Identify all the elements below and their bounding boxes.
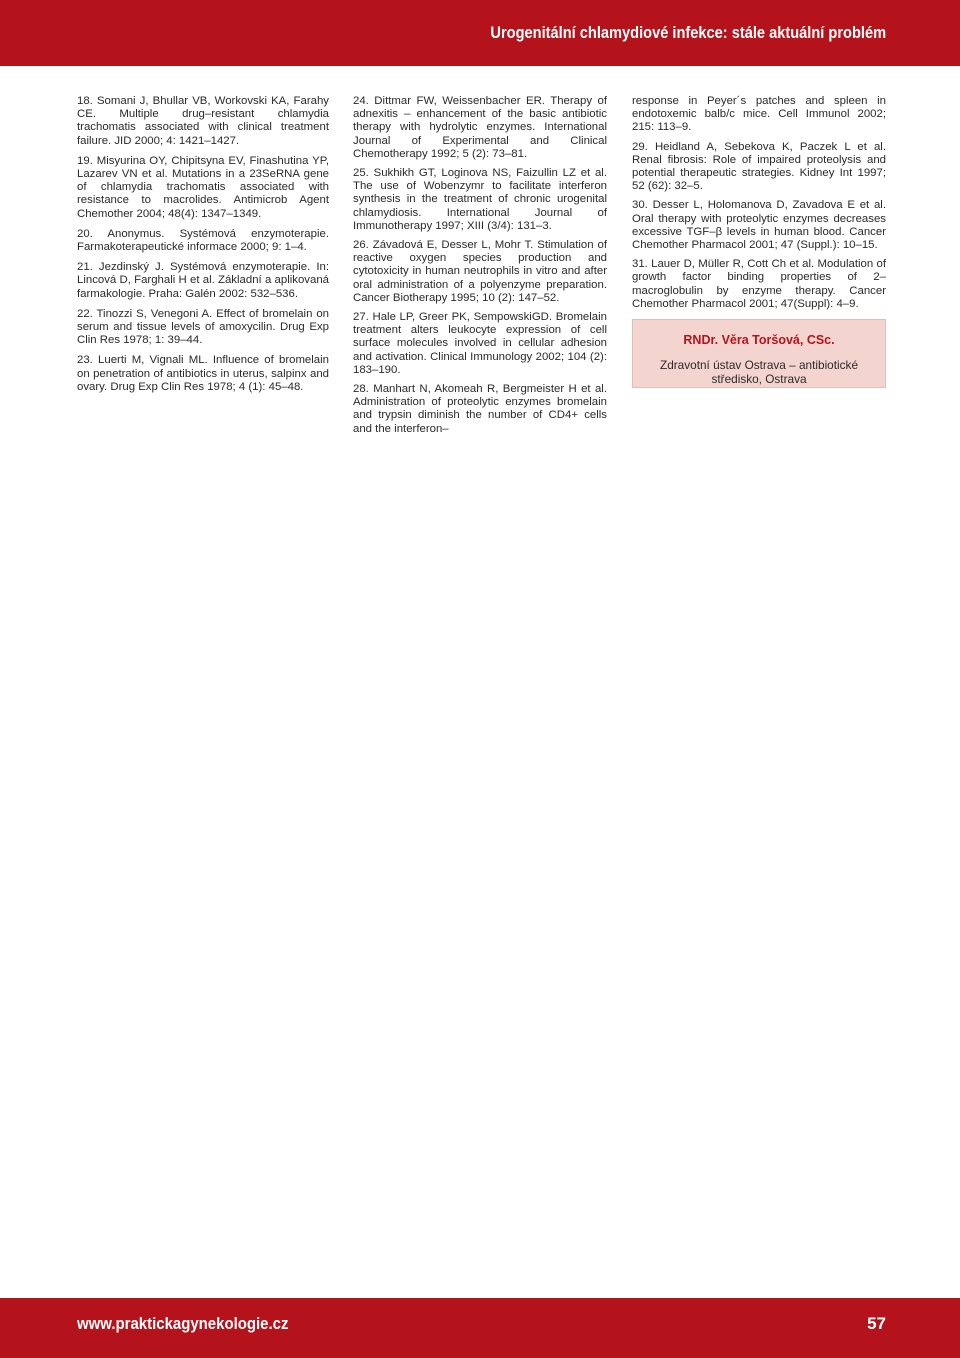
reference-23: 23. Luerti M, Vignali ML. Influence of bromelain on penetration of antibiotics in uterus, salpinx and ovary. Drug Exp Clin Res 1978; 4 (1): 45–48. bbox=[77, 354, 329, 393]
website-link[interactable]: www.praktickagynekologie.cz bbox=[77, 1314, 289, 1333]
reference-19: 19. Misyurina OY, Chipitsyna EV, Finashutina YP, Lazarev VN et al. Mutations in a 23SeRNA gene of chlamydia trachomatis associated with resistance to macrolides. Antimicrob Agent Chemother 2004; 48(4): 1347–1349. bbox=[77, 154, 329, 220]
reference-30: 30. Desser L, Holomanova D, Zavadova E et al. Oral therapy with proteolytic enzymes decreases excessive TGF–β levels in human blood. Cancer Chemother Pharmacol 2001; 47 (Suppl.): 10–15. bbox=[632, 199, 886, 252]
reference-24: 24. Dittmar FW, Weissenbacher ER. Therapy of adnexitis – enhancement of the basic antibiotic therapy with hydrolytic enzymes. International Journal of Experimental and Clinical Chemotherapy 1992; 5 (2): 73–81. bbox=[353, 95, 607, 160]
running-title: Urogenitální chlamydiové infekce: stále aktuální problém bbox=[490, 23, 886, 42]
reference-27: 27. Hale LP, Greer PK, SempowskiGD. Bromelain treatment alters leukocyte expression of cell surface molecules involved in cellular adhesion and activation. Clinical Immunology 2002; 104 (2): 183–190. bbox=[353, 311, 607, 376]
reference-28: 28. Manhart N, Akomeah R, Bergmeister H et al. Administration of proteolytic enzymes bromelain and trypsin diminish the number of CD4+ cells and the interferon– bbox=[353, 383, 607, 435]
reference-28-continued: response in Peyer´s patches and spleen in endotoxemic balb/c mice. Cell Immunol 2002; 215: 113–9. bbox=[632, 95, 886, 134]
reference-18: 18. Somani J, Bhullar VB, Workovski KA, Farahy CE. Multiple drug–resistant chlamydia trachomatis associated with clinical treatment failure. JID 2000; 4: 1421–1427. bbox=[77, 95, 329, 147]
reference-26: 26. Závadová E, Desser L, Mohr T. Stimulation of reactive oxygen species production and cytotoxicity in human neutrophils in vitro and after oral administration of a polyenzyme preparation. Cancer Biotherapy 1995; 10 (2): 147–52. bbox=[353, 239, 607, 304]
reference-29: 29. Heidland A, Sebekova K, Paczek L et al. Renal fibrosis: Role of impaired proteolysis and potential therapeutic strategies. Kidney Int 1997; 52 (62): 32–5. bbox=[632, 140, 886, 193]
reference-31: 31. Lauer D, Müller R, Cott Ch et al. Modulation of growth factor binding properties of 2–macroglobulin by enzyme therapy. Cancer Chemother Pharmacol 2001; 47(Suppl): 4–9. bbox=[632, 258, 886, 310]
footer-bar bbox=[0, 1298, 960, 1358]
header-bar bbox=[0, 0, 960, 66]
reference-20: 20. Anonymus. Systémová enzymoterapie. Farmakoterapeutické informace 2000; 9: 1–4. bbox=[77, 227, 329, 254]
reference-22: 22. Tinozzi S, Venegoni A. Effect of bromelain on serum and tissue levels of amoxycilin. Drug Exp Clin Res 1978; 1: 39–44. bbox=[77, 307, 329, 347]
reference-21: 21. Jezdinský J. Systémová enzymoterapie. In: Lincová D, Farghali H et al. Základní a aplikovaná farmakologie. Praha: Galén 2002: 532–536. bbox=[77, 261, 329, 300]
author-affiliation: Zdravotní ústav Ostrava – antibiotické středisko, Ostrava bbox=[659, 358, 859, 387]
page-number: 57 bbox=[867, 1314, 886, 1333]
author-box bbox=[632, 319, 886, 388]
references-column-2 bbox=[353, 95, 607, 442]
references-column-1 bbox=[77, 95, 329, 401]
reference-25: 25. Sukhikh GT, Loginova NS, Faizullin LZ et al. The use of Wobenzymr to facilitate interferon synthesis in the treatment of chronic urogenital chlamydiosis. International Journal of Immunotherapy 1997; XIII (3/4): 131–3. bbox=[353, 167, 607, 232]
author-name: RNDr. Věra Toršová, CSc. bbox=[683, 333, 835, 348]
references-column-3 bbox=[632, 95, 886, 388]
